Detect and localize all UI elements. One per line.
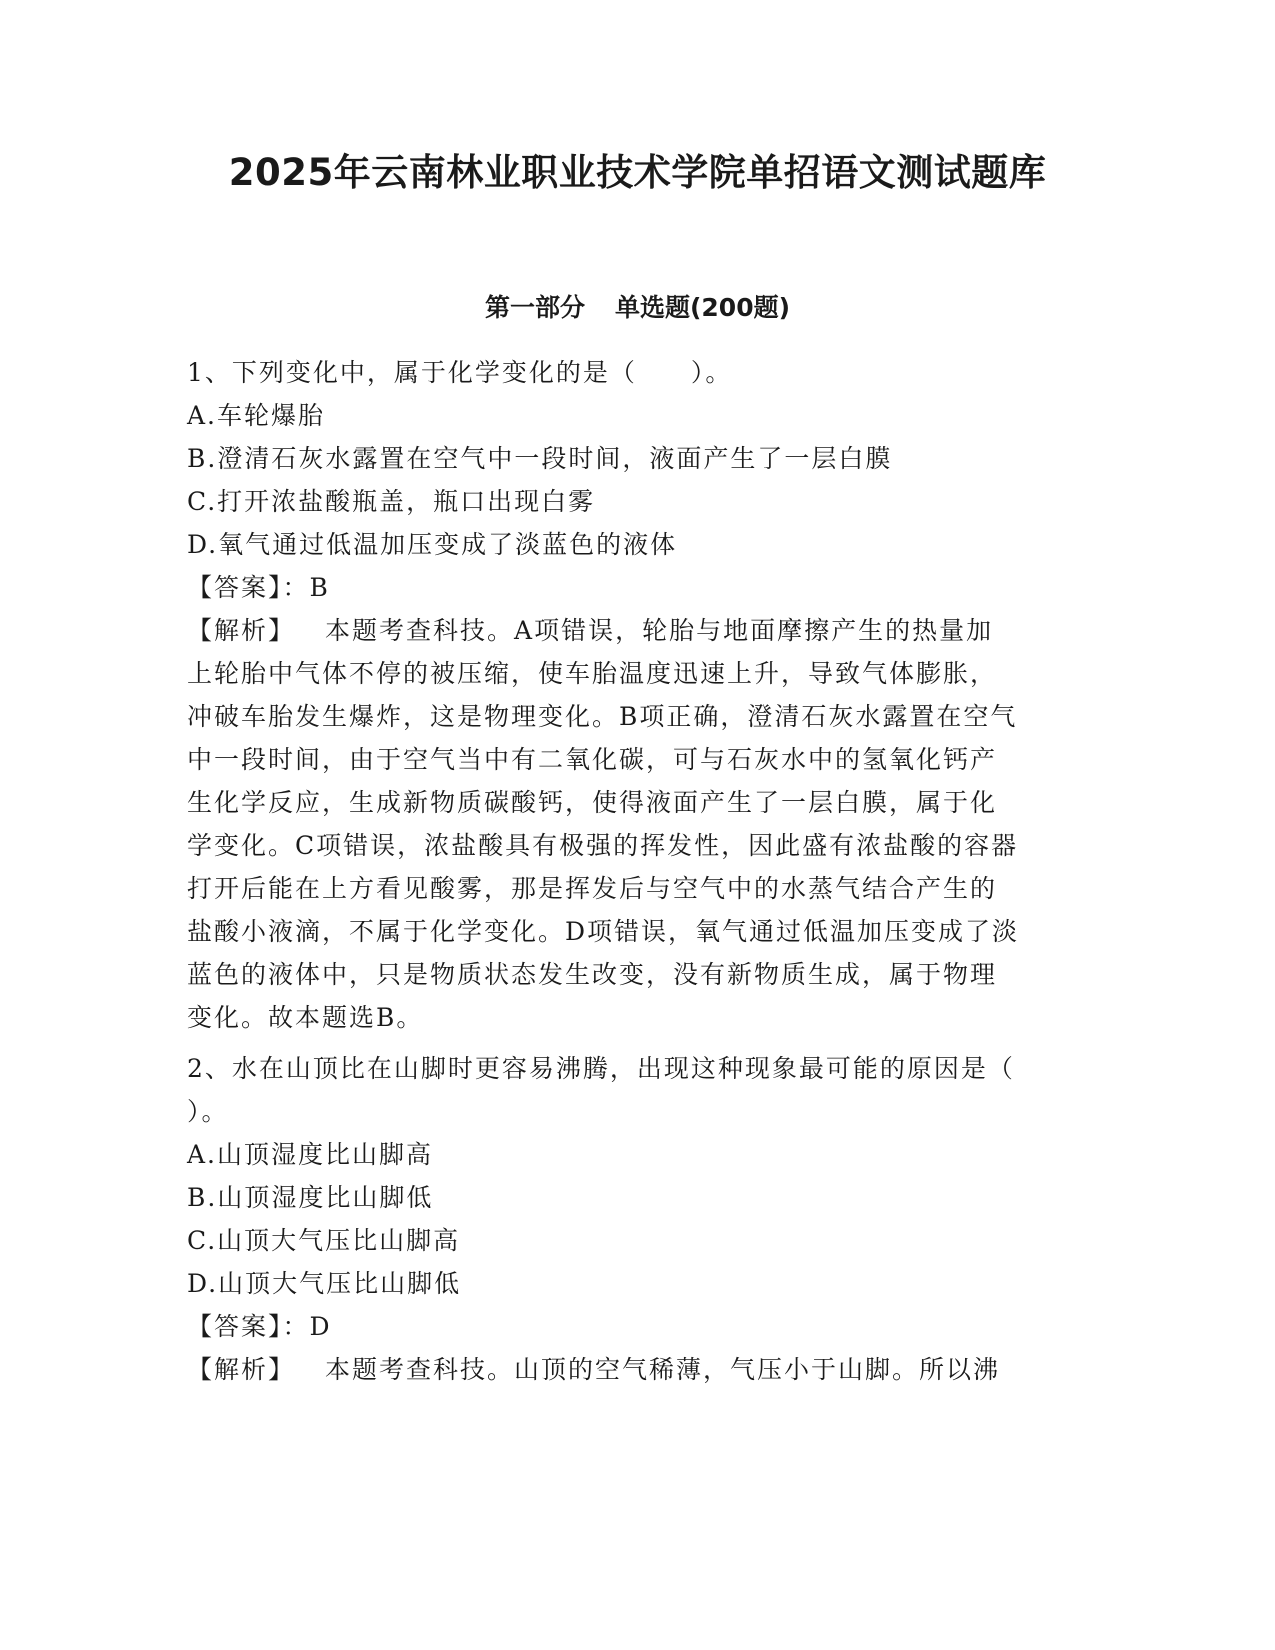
option-d: D.氧气通过低温加压变成了淡蓝色的液体 — [187, 530, 678, 559]
question-stem: 1、下列变化中，属于化学变化的是（ ）。 — [187, 358, 733, 387]
option-d: D.山顶大气压比山脚低 — [187, 1269, 462, 1298]
option-c: C.山顶大气压比山脚高 — [187, 1226, 461, 1255]
answer-label: 【答案】： — [187, 1312, 310, 1341]
option-b: B.澄清石灰水露置在空气中一段时间，液面产生了一层白膜 — [187, 444, 893, 473]
analysis-text: 本题考查科技。A项错误，轮胎与地面摩擦产生的热量加 — [325, 616, 994, 645]
analysis-text: 生化学反应，生成新物质碳酸钙，使得液面产生了一层白膜，属于化 — [187, 788, 998, 817]
analysis-text: 打开后能在上方看见酸雾，那是挥发后与空气中的水蒸气结合产生的 — [187, 874, 998, 903]
answer-value: D — [309, 1312, 332, 1341]
answer-line — [187, 1305, 1087, 1348]
option-c: C.打开浓盐酸瓶盖，瓶口出现白雾 — [187, 487, 596, 516]
question-1 — [187, 351, 1087, 1039]
question-2 — [187, 1047, 1087, 1391]
answer-line — [187, 566, 1087, 609]
question-list — [187, 351, 1087, 1391]
analysis-label: 【解析】 — [187, 616, 296, 645]
question-stem: 2、水在山顶比在山脚时更容易沸腾，出现这种现象最可能的原因是（ — [187, 1054, 1015, 1083]
analysis-text: 冲破车胎发生爆炸，这是物理变化。B项正确，澄清石灰水露置在空气 — [187, 702, 1018, 731]
option-a: A.车轮爆胎 — [187, 401, 326, 430]
analysis-text: 本题考查科技。山顶的空气稀薄，气压小于山脚。所以沸 — [325, 1355, 1001, 1384]
analysis-text: 盐酸小液滴，不属于化学变化。D项错误，氧气通过低温加压变成了淡 — [187, 917, 1020, 946]
analysis-label: 【解析】 — [187, 1355, 296, 1384]
analysis-text: 中一段时间，由于空气当中有二氧化碳，可与石灰水中的氢氧化钙产 — [187, 745, 998, 774]
section-name: 单选题(200题) — [614, 293, 791, 322]
document-title: 2025年云南林业职业技术学院单招语文测试题库 — [228, 151, 1047, 194]
analysis-line — [187, 609, 1087, 652]
analysis-text: 变化。故本题选B。 — [187, 1003, 424, 1032]
question-stem: ）。 — [187, 1097, 229, 1126]
analysis-text: 蓝色的液体中，只是物质状态发生改变，没有新物质生成，属于物理 — [187, 960, 998, 989]
section-heading — [0, 288, 1275, 328]
section-part: 第一部分 — [484, 293, 585, 322]
answer-label: 【答案】： — [187, 573, 310, 602]
analysis-text: 学变化。C项错误，浓盐酸具有极强的挥发性，因此盛有浓盐酸的容器 — [187, 831, 1019, 860]
analysis-line — [187, 1348, 1087, 1391]
analysis-text: 上轮胎中气体不停的被压缩，使车胎温度迅速上升，导致气体膨胀， — [187, 659, 998, 688]
option-b: B.山顶湿度比山脚低 — [187, 1183, 434, 1212]
option-a: A.山顶湿度比山脚高 — [187, 1140, 434, 1169]
answer-value: B — [309, 573, 330, 602]
